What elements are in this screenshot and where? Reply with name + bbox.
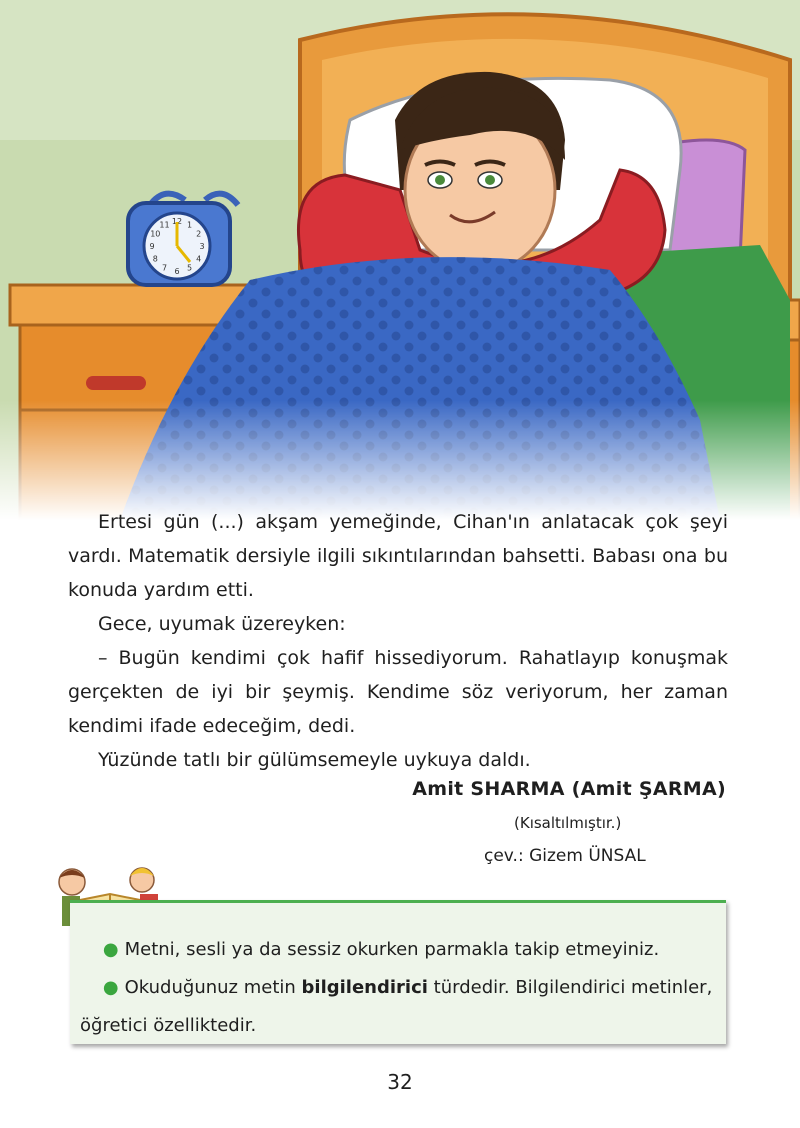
alarm-clock bbox=[128, 194, 238, 285]
tip-2-continuation: öğretici özelliktedir. bbox=[80, 1015, 257, 1036]
abridged-note: (Kısaltılmıştır.) bbox=[514, 814, 622, 832]
clock-number: 8 bbox=[152, 254, 158, 264]
bedroom-illustration bbox=[0, 0, 800, 520]
tip-1: ● Metni, sesli ya da sessiz okurken parmakla takip etmeyiniz. bbox=[102, 939, 660, 960]
bullet-icon: ● bbox=[102, 977, 119, 998]
clock-number: 1 bbox=[186, 220, 193, 230]
tip-2: ● Okuduğunuz metin bilgilendirici türdedir. Bilgilendirici metinler, bbox=[102, 977, 713, 998]
story-text bbox=[68, 505, 728, 777]
reading-tips-box bbox=[70, 900, 726, 1044]
translator-credit: çev.: Gizem ÜNSAL bbox=[484, 846, 646, 866]
clock-number: 9 bbox=[149, 242, 155, 251]
page-number: 32 bbox=[387, 1070, 413, 1094]
clock-number: 10 bbox=[150, 229, 161, 239]
clock-number: 5 bbox=[186, 263, 193, 273]
clock-number: 7 bbox=[161, 263, 168, 273]
bold-keyword: bilgilendirici bbox=[301, 977, 428, 998]
story-paragraph-1: Ertesi gün (...) akşam yemeğinde, Cihan'ın anlatacak çok şeyi vardı. Matematik dersiyle ilgili sıkıntılarından bahsetti. Babası ona bu konuda yardım etti. bbox=[68, 511, 728, 601]
author-name: Amit SHARMA (Amit ŞARMA) bbox=[412, 778, 726, 800]
story-paragraph-3: – Bugün kendimi çok hafif hissediyorum. Rahatlayıp konuşmak gerçekten de iyi bir şeymiş. Kendime söz veriyorum, her zaman kendimi ifade edeceğim, dedi. bbox=[68, 647, 728, 737]
story-paragraph-4: Yüzünde tatlı bir gülümsemeyle uykuya daldı. bbox=[98, 749, 531, 771]
clock-number: 3 bbox=[199, 242, 205, 251]
clock-number: 4 bbox=[196, 254, 202, 264]
clock-number: 6 bbox=[174, 267, 180, 276]
clock-number: 11 bbox=[159, 220, 170, 230]
clock-number: 2 bbox=[196, 229, 202, 239]
bullet-icon: ● bbox=[102, 939, 119, 960]
clock-number: 12 bbox=[171, 217, 183, 226]
story-paragraph-2: Gece, uyumak üzereyken: bbox=[98, 613, 346, 635]
